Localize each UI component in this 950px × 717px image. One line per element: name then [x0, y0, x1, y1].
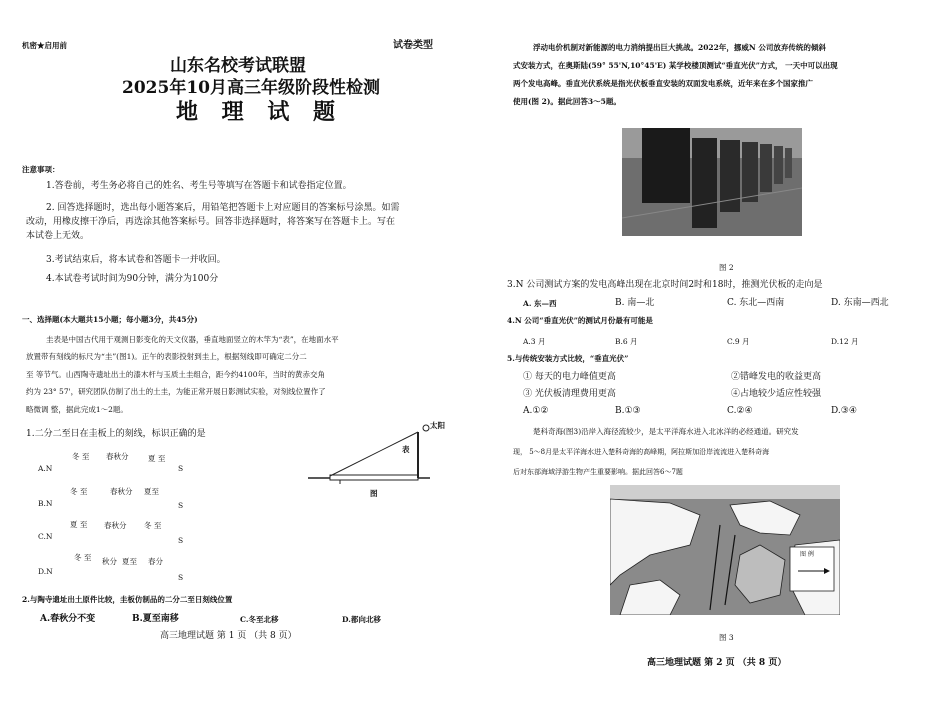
passage-line: 至 等节气。山西陶寺遗址出土的漆木杆与玉质土圭组合，距今约4100年，当时的黄赤交角: [26, 370, 325, 379]
passage2-line: 现， 5～8月是太平洋海水进入楚科奇海的高峰期，阿拉斯加沿岸流流进入楚科奇海: [513, 448, 770, 456]
intro-line: 使用(图 2)。据此回答3～5题。: [513, 97, 621, 106]
footer-page-2: 高三地理试题 第 2 页 （共 8 页）: [647, 658, 787, 668]
option-s: S: [178, 464, 184, 473]
option-label: 夏 至: [70, 520, 88, 529]
question-3: 3.N 公司测试方案的发电高峰出现在北京时间2时和18时，推测光伏板的走向是: [507, 280, 823, 290]
q3-option-b[interactable]: B. 南—北: [615, 298, 655, 308]
option-letter: B.N: [38, 499, 53, 508]
option-label: 夏至: [122, 557, 137, 566]
option-label: 夏 至: [148, 454, 166, 463]
biao-label: 表: [402, 445, 410, 454]
option-s: S: [178, 501, 184, 510]
option-label: 冬 至: [72, 452, 90, 461]
figure-2-photo: [622, 128, 802, 236]
option-label: 春分: [148, 557, 163, 566]
option-s: S: [178, 573, 184, 582]
q5-option-b[interactable]: B.①③: [615, 406, 641, 416]
notice-line: 1.答卷前，考生务必将自己的姓名、考生号等填写在答题卡和试卷指定位置。: [46, 181, 352, 191]
question-5: 5.与传统安装方式比较，“垂直光伏”: [507, 354, 629, 363]
option-s: S: [178, 536, 184, 545]
option-label: 冬 至: [70, 487, 88, 496]
option-label: 秋分: [102, 557, 117, 566]
sun-label: 太阳: [430, 421, 445, 430]
q2-option-b[interactable]: B.夏至南移: [132, 614, 179, 624]
passage2-line: 楚科奇海(图3)沿岸入海径流较少，是太平洋海水进入北冰洋的必经通道。研究发: [533, 427, 799, 436]
option-label: 冬 至: [74, 553, 92, 562]
option-label: 冬 至: [144, 521, 162, 530]
gnomon-diagram: [300, 418, 450, 498]
q5-option-a[interactable]: A.①②: [523, 406, 549, 416]
notice-line: 2. 回答选择题时，选出每小题答案后，用铅笔把答题卡上对应题目的答案标号涂黑。如需: [46, 203, 400, 213]
q2-option-a[interactable]: A.春秋分不变: [40, 614, 96, 624]
notice-line: 4.本试卷考试时间为90分钟，满分为100分: [46, 274, 219, 284]
figure-1-caption: 图: [370, 489, 378, 498]
passage-line: 约为 23° 57'，研究团队仿制了出土的土圭，为能正常开展日影测试实验，对刻线位置作了: [26, 387, 326, 396]
intro-line: 浮动电价机制对新能源的电力消纳提出巨大挑战。2022年，挪威N 公司放弃传统的倾斜: [533, 43, 826, 52]
figure-3-map: [610, 485, 840, 615]
notice-line: 本试卷上无效。: [26, 231, 90, 241]
option-label: 春秋分: [106, 452, 129, 461]
q4-option-c[interactable]: C.9 月: [727, 337, 750, 346]
right-page: [475, 0, 950, 717]
q5-option-d[interactable]: D.③④: [831, 406, 857, 416]
figure-2-caption: 图 2: [719, 263, 734, 272]
question-2: 2.与陶寺遗址出土原件比较，圭板仿制品的二分二至日刻线位置: [22, 595, 233, 604]
exam-type-label: 试卷类型: [393, 40, 433, 51]
q4-option-a[interactable]: A.3 月: [523, 337, 546, 346]
notice-line: 3.考试结束后，将本试卷和答题卡一并收回。: [46, 255, 226, 265]
q5-statement: ① 每天的电力峰值更高: [523, 372, 616, 382]
q2-option-c[interactable]: C.冬至北移: [240, 615, 279, 624]
footer-page-1: 高三地理试题 第 1 页 （共 8 页）: [160, 631, 297, 641]
option-label: 春秋分: [104, 521, 127, 530]
question-4: 4.N 公司“垂直光伏”的测试月份最有可能是: [507, 316, 653, 325]
option-letter: D.N: [38, 567, 53, 576]
question-1: 1.二分二至日在圭板上的刻线，标识正确的是: [26, 429, 206, 439]
q3-option-d[interactable]: D. 东南—西北: [831, 298, 889, 308]
intro-line: 式安装方式，在奥斯陆(59° 55'N,10°45'E) 某学校楼顶测试“垂直光伏”方式， 一天中可以出现: [513, 61, 838, 70]
q3-option-c[interactable]: C. 东北—西南: [727, 298, 785, 308]
passage-line: 略微调 整，据此完成1～2题。: [26, 405, 128, 414]
intro-line: 两个发电高峰。垂直光伏系统是指光伏板垂直安装的双面发电系统，近年来在多个国家推广: [513, 79, 813, 88]
title-exam: 2025年10月高三年级阶段性检测: [122, 78, 380, 98]
passage-line: 放置带有刻线的标尺为“圭”(图1)。正午的表影投射到圭上，根据刻线即可确定二分二: [26, 352, 307, 361]
q4-option-b[interactable]: B.6 月: [615, 337, 638, 346]
passage-line: 圭表是中国古代用于观测日影变化的天文仪器，垂直地面竖立的木竿为“表”，在地面水平: [46, 335, 339, 344]
q5-statement: ②错峰发电的收益更高: [731, 372, 822, 382]
q5-statement: ③ 光伏板清理费用更高: [523, 389, 616, 399]
passage2-line: 后对东部海域浮游生物产生重要影响。据此回答6～7题: [513, 468, 683, 476]
notice-heading: 注意事项：: [22, 165, 60, 174]
q5-statement: ④占地较少适应性较强: [731, 389, 822, 399]
option-label: 春秋分: [110, 487, 133, 496]
title-alliance: 山东名校考试联盟: [170, 56, 306, 76]
option-label: 夏至: [144, 487, 159, 496]
section-heading: 一、选择题(本大题共15小题；每小题3分，共45分): [22, 315, 198, 324]
vertical-solar-panels-image: [622, 128, 802, 236]
q3-option-a[interactable]: A. 东—西: [523, 299, 557, 308]
q2-option-d[interactable]: D.都向北移: [342, 615, 381, 624]
notice-line: 改动，用橡皮擦干净后，再选涂其他答案标号。回答非选择题时，将答案写在答题卡上。写在: [26, 217, 396, 227]
figure-3-legend: 图 例: [800, 551, 814, 558]
figure-3-caption: 图 3: [719, 633, 734, 642]
q4-option-d[interactable]: D.12 月: [831, 337, 859, 346]
title-subject: 地 理 试 题: [176, 99, 343, 125]
option-letter: A.N: [38, 464, 53, 473]
confidential-label: 机密★启用前: [22, 41, 67, 50]
option-letter: C.N: [38, 532, 53, 541]
q5-option-c[interactable]: C.②④: [727, 406, 753, 416]
